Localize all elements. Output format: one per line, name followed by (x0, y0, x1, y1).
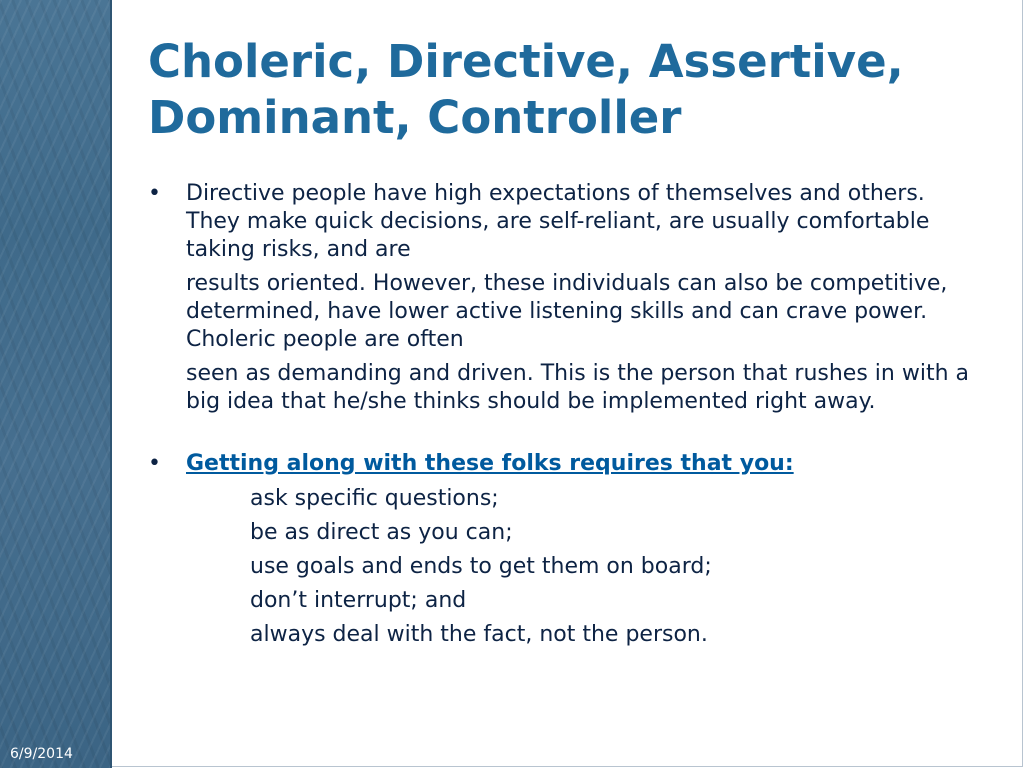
paragraph-2: results oriented. However, these individuals can also be competitive, determined, have lower active listening skills and can crave power. Choleric people are often (186, 271, 948, 352)
slide-body (148, 180, 978, 652)
getting-along-heading: Getting along with these folks requires that you: (186, 451, 794, 476)
bullet-item-directive-description (148, 180, 978, 416)
bullet-marker: • (148, 181, 161, 206)
side-decoration-band (0, 0, 110, 768)
tip-item: don’t interrupt; and (250, 588, 467, 613)
bullet-marker: • (148, 451, 161, 476)
slide-date: 6/9/2014 (10, 746, 73, 762)
bullet-item-getting-along (148, 450, 978, 652)
tip-item: ask specific questions; (250, 486, 499, 511)
paragraph-3: seen as demanding and driven. This is the person that rushes in with a big idea that he/she thinks should be implemented right away. (186, 361, 969, 414)
tip-item: use goals and ends to get them on board; (250, 554, 712, 579)
tips-list (186, 482, 978, 652)
paragraph-1: Directive people have high expectations of themselves and others. They make quick decisions, are self-reliant, are usually comfortable taking risks, and are (186, 181, 930, 262)
slide-title: Choleric, Directive, Assertive, Dominant, Controller (148, 35, 904, 144)
tip-item: always deal with the fact, not the person. (250, 622, 708, 647)
tip-item: be as direct as you can; (250, 520, 513, 545)
